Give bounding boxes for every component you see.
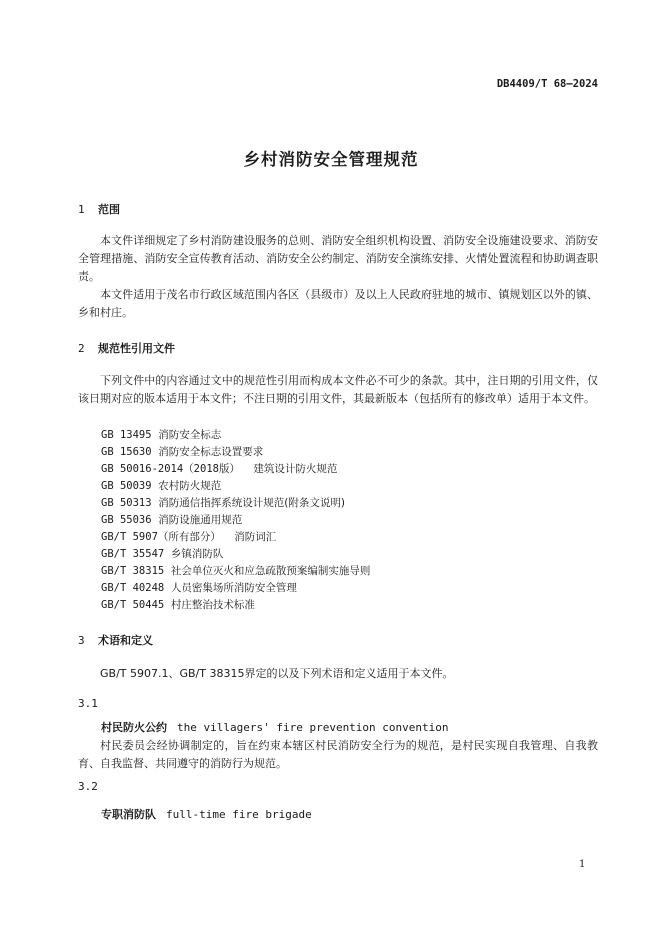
reference-item: GB/T 40248 人员密集场所消防安全管理	[101, 582, 297, 594]
scope-paragraph-2: 本文件适用于茂名市行政区域范围内各区（县级市）及以上人民政府驻地的城市、镇规划区以外的镇、乡和村庄。	[78, 288, 598, 319]
terms-intro-paragraph: GB/T 5907.1、GB/T 38315界定的以及下列术语和定义适用于本文件。	[100, 667, 454, 680]
reference-item: GB 50313 消防通信指挥系统设计规范(附条文说明)	[101, 497, 345, 509]
section-3-heading	[78, 632, 153, 648]
section-2-heading	[78, 340, 175, 356]
reference-item: GB 50039 农村防火规范	[101, 480, 222, 492]
section-title: 规范性引用文件	[98, 342, 175, 355]
term-3-2	[101, 806, 312, 822]
term-3-1-definition: 村民委员会经协调制定的，旨在约束本辖区村民消防安全行为的规范，是村民实现自我管理、自我教育、自我监督、共同遵守的消防行为规范。	[78, 739, 598, 770]
page-number: 1	[579, 859, 586, 870]
reference-item: GB 55036 消防设施通用规范	[101, 514, 243, 526]
term-english: the villagers' fire prevention convention	[177, 721, 449, 734]
scope-paragraph-1: 本文件详细规定了乡村消防建设服务的总则、消防安全组织机构设置、消防安全设施建设要求、消防安全管理措施、消防安全宣传教育活动、消防安全公约制定、消防安全演练安排、火情处置流程和协助调查职责。	[78, 234, 598, 283]
document-code: DB4409/T 68—2024	[496, 78, 598, 90]
reference-item: GB 15630 消防安全标志设置要求	[101, 446, 264, 458]
reference-item: GB 50016-2014（2018版） 建筑设计防火规范	[101, 463, 338, 475]
reference-item: GB/T 50445 村庄整治技术标准	[101, 599, 255, 611]
term-english: full-time fire brigade	[166, 808, 312, 821]
reference-item: GB/T 35547 乡镇消防队	[101, 548, 224, 560]
reference-item: GB 13495 消防安全标志	[101, 429, 222, 441]
term-3-1	[101, 719, 449, 735]
section-1-heading	[78, 201, 120, 217]
document-title: 乡村消防安全管理规范	[243, 150, 419, 169]
term-chinese: 村民防火公约	[101, 721, 167, 734]
term-chinese: 专职消防队	[101, 808, 156, 821]
term-3-1-number: 3.1	[78, 697, 98, 710]
section-title: 范围	[98, 203, 120, 216]
section-number: 2	[78, 342, 85, 355]
references-intro-paragraph: 下列文件中的内容通过文中的规范性引用而构成本文件必不可少的条款。其中，注日期的引用文件，仅该日期对应的版本适用于本文件；不注日期的引用文件，其最新版本（包括所有的修改单）适用于本文件。	[78, 374, 598, 405]
reference-item: GB/T 38315 社会单位灭火和应急疏散预案编制实施导则	[101, 565, 371, 577]
section-number: 3	[78, 634, 85, 647]
term-3-2-number: 3.2	[78, 780, 98, 793]
section-title: 术语和定义	[98, 634, 153, 647]
section-number: 1	[78, 203, 85, 216]
reference-item: GB/T 5907（所有部分） 消防词汇	[101, 531, 277, 543]
